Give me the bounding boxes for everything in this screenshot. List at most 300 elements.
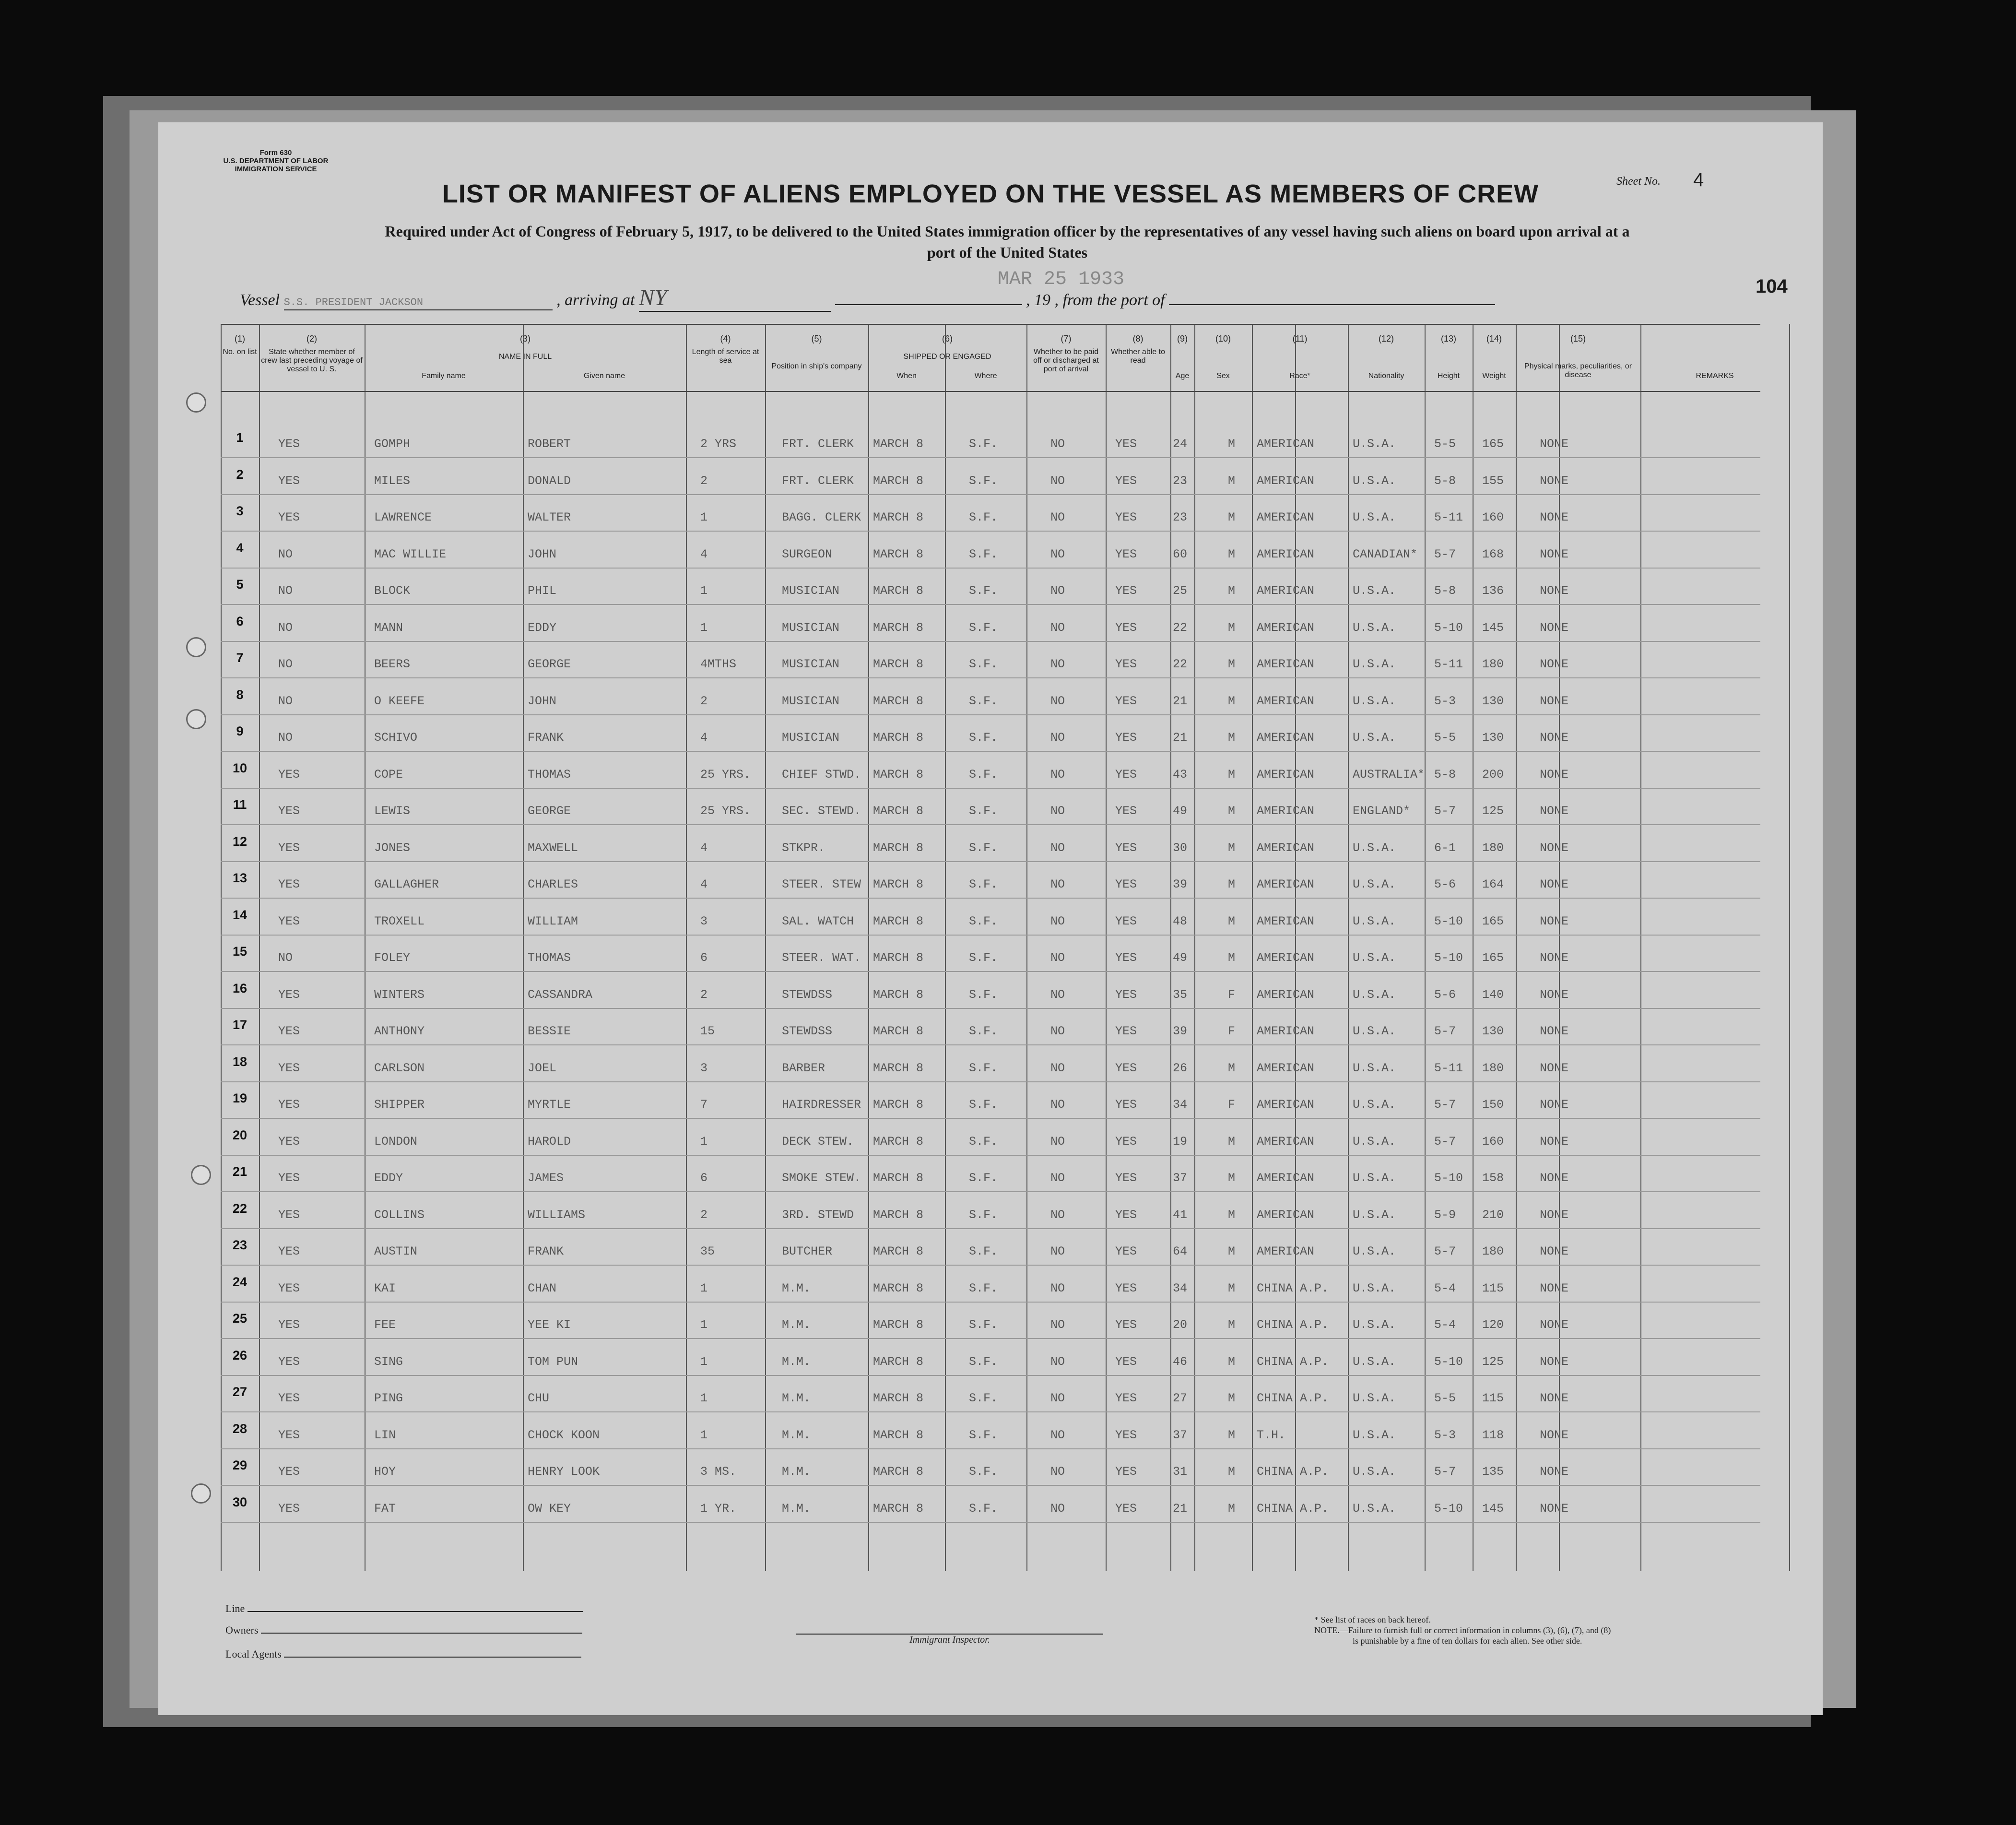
arriving-port: NY — [639, 285, 667, 310]
cell-where: S.F. — [969, 1244, 998, 1258]
cell-weight: 168 — [1482, 547, 1504, 561]
column-divider — [1252, 324, 1253, 1571]
cell-sex: M — [1228, 1061, 1236, 1075]
cell-position: SEC. STEWD. — [782, 804, 861, 818]
cell-service: 2 YRS — [700, 437, 737, 451]
cell-read: YES — [1115, 694, 1137, 708]
cell-given: FRANK — [528, 731, 564, 745]
cell-when: MARCH 8 — [873, 951, 924, 965]
cell-age: 26 — [1173, 1061, 1188, 1075]
cell-when: MARCH 8 — [873, 1098, 924, 1112]
cell-service: 4 — [700, 547, 708, 561]
cell-height: 5-3 — [1434, 1428, 1456, 1442]
cell-nat: U.S.A. — [1353, 620, 1396, 635]
cell-paid: NO — [1050, 1391, 1065, 1405]
cell-read: YES — [1115, 1281, 1137, 1295]
cell-age: 39 — [1173, 1024, 1188, 1038]
cell-prev: YES — [278, 1465, 300, 1479]
cell-weight: 165 — [1482, 914, 1504, 928]
cell-marks: NONE — [1540, 1098, 1569, 1112]
cell-sex: F — [1228, 987, 1236, 1002]
cell-when: MARCH 8 — [873, 1134, 924, 1149]
cell-service: 15 — [700, 1024, 715, 1038]
cell-service: 1 — [700, 1134, 708, 1149]
cell-service: 1 — [700, 584, 708, 598]
row-rule — [221, 971, 1760, 972]
cell-service: 3 MS. — [700, 1465, 737, 1479]
cell-given: HAROLD — [528, 1134, 571, 1149]
cell-where: S.F. — [969, 437, 998, 451]
cell-age: 30 — [1173, 841, 1188, 855]
cell-position: MUSICIAN — [782, 694, 840, 708]
row-number: 12 — [232, 834, 248, 849]
cell-given: GEORGE — [528, 657, 571, 671]
cell-read: YES — [1115, 1501, 1137, 1516]
cell-paid: NO — [1050, 804, 1065, 818]
column-header: State whether member of crew last preceding voyage of vessel to U. S. — [261, 348, 363, 373]
cell-sex: M — [1228, 951, 1236, 965]
cell-when: MARCH 8 — [873, 1281, 924, 1295]
cell-given: THOMAS — [528, 767, 571, 782]
cell-prev: YES — [278, 1391, 300, 1405]
cell-position: MUSICIAN — [782, 584, 840, 598]
cell-height: 5-6 — [1434, 877, 1456, 891]
cell-position: M.M. — [782, 1428, 811, 1442]
note-penalty-2: is punishable by a fine of ten dollars for each alien. See other side. — [1353, 1636, 1582, 1646]
cell-read: YES — [1115, 1098, 1137, 1112]
cell-marks: NONE — [1540, 1501, 1569, 1516]
cell-sex: M — [1228, 1134, 1236, 1149]
cell-position: STEER. STEW — [782, 877, 861, 891]
cell-race: CHINA A.P. — [1257, 1318, 1329, 1332]
cell-prev: YES — [278, 1354, 300, 1369]
cell-position: SURGEON — [782, 547, 833, 561]
cell-race: AMERICAN — [1257, 437, 1315, 451]
cell-paid: NO — [1050, 1501, 1065, 1516]
cell-family: COLLINS — [374, 1208, 425, 1222]
cell-where: S.F. — [969, 914, 998, 928]
cell-service: 3 — [700, 1061, 708, 1075]
cell-prev: YES — [278, 1501, 300, 1516]
cell-height: 5-8 — [1434, 584, 1456, 598]
cell-when: MARCH 8 — [873, 987, 924, 1002]
cell-service: 1 — [700, 1354, 708, 1369]
cell-read: YES — [1115, 437, 1137, 451]
cell-race: AMERICAN — [1257, 987, 1315, 1002]
cell-prev: YES — [278, 767, 300, 782]
cell-when: MARCH 8 — [873, 1428, 924, 1442]
row-rule — [221, 898, 1760, 899]
cell-family: COPE — [374, 767, 403, 782]
cell-age: 60 — [1173, 547, 1188, 561]
cell-when: MARCH 8 — [873, 767, 924, 782]
cell-height: 5-10 — [1434, 1171, 1463, 1185]
cell-position: BAGG. CLERK — [782, 510, 861, 524]
cell-family: GOMPH — [374, 437, 411, 451]
row-rule — [221, 457, 1760, 458]
cell-nat: U.S.A. — [1353, 657, 1396, 671]
cell-position: M.M. — [782, 1465, 811, 1479]
form-number: Form 630 — [259, 149, 292, 157]
row-rule — [221, 1081, 1760, 1082]
cell-service: 4 — [700, 731, 708, 745]
cell-read: YES — [1115, 804, 1137, 818]
row-rule — [221, 1228, 1760, 1229]
cell-weight: 158 — [1482, 1171, 1504, 1185]
column-number: (7) — [1061, 334, 1072, 344]
column-number: (15) — [1570, 334, 1586, 344]
cell-nat: U.S.A. — [1353, 1244, 1396, 1258]
cell-when: MARCH 8 — [873, 1465, 924, 1479]
cell-when: MARCH 8 — [873, 437, 924, 451]
cell-where: S.F. — [969, 1171, 998, 1185]
cell-prev: NO — [278, 584, 293, 598]
row-number: 8 — [236, 687, 244, 702]
cell-age: 21 — [1173, 1501, 1188, 1516]
column-number: (12) — [1378, 334, 1394, 344]
row-rule — [221, 824, 1760, 825]
cell-family: HOY — [374, 1465, 396, 1479]
cell-height: 5-5 — [1434, 1391, 1456, 1405]
cell-marks: NONE — [1540, 1281, 1569, 1295]
cell-height: 5-7 — [1434, 1244, 1456, 1258]
cell-where: S.F. — [969, 1098, 998, 1112]
cell-nat: U.S.A. — [1353, 474, 1396, 488]
cell-when: MARCH 8 — [873, 731, 924, 745]
column-divider — [1106, 324, 1107, 1571]
cell-where: S.F. — [969, 474, 998, 488]
cell-where: S.F. — [969, 584, 998, 598]
cell-where: S.F. — [969, 731, 998, 745]
owners-label-text: Owners — [225, 1624, 259, 1636]
cell-nat: U.S.A. — [1353, 1501, 1396, 1516]
cell-paid: NO — [1050, 547, 1065, 561]
cell-paid: NO — [1050, 877, 1065, 891]
cell-sex: M — [1228, 694, 1236, 708]
cell-position: BARBER — [782, 1061, 825, 1075]
cell-sex: M — [1228, 474, 1236, 488]
cell-marks: NONE — [1540, 1428, 1569, 1442]
folio-number: 104 — [1756, 276, 1788, 297]
vessel-name: S.S. PRESIDENT JACKSON — [283, 296, 424, 308]
footer-notes — [1314, 1614, 1611, 1646]
cell-when: MARCH 8 — [873, 1501, 924, 1516]
cell-height: 5-5 — [1434, 731, 1456, 745]
cell-height: 5-10 — [1434, 914, 1463, 928]
cell-where: S.F. — [969, 804, 998, 818]
cell-weight: 180 — [1482, 1061, 1504, 1075]
cell-given: ROBERT — [528, 437, 571, 451]
cell-given: PHIL — [528, 584, 557, 598]
cell-marks: NONE — [1540, 1061, 1569, 1075]
cell-where: S.F. — [969, 877, 998, 891]
column-divider — [765, 324, 766, 1571]
arriving-field — [639, 284, 831, 312]
cell-age: 43 — [1173, 767, 1188, 782]
cell-where: S.F. — [969, 1465, 998, 1479]
cell-family: MAC WILLIE — [374, 547, 447, 561]
cell-where: S.F. — [969, 1061, 998, 1075]
binder-hole — [186, 637, 206, 657]
cell-race: AMERICAN — [1257, 474, 1315, 488]
cell-given: CASSANDRA — [528, 987, 593, 1002]
row-rule — [221, 568, 1760, 569]
cell-nat: U.S.A. — [1353, 1354, 1396, 1369]
column-header: NAME IN FULL — [498, 353, 552, 361]
cell-when: MARCH 8 — [873, 914, 924, 928]
cell-marks: NONE — [1540, 437, 1569, 451]
cell-position: M.M. — [782, 1318, 811, 1332]
column-divider — [259, 324, 260, 1571]
cell-sex: M — [1228, 1428, 1236, 1442]
cell-marks: NONE — [1540, 1134, 1569, 1149]
vessel-line — [240, 284, 1495, 312]
cell-age: 48 — [1173, 914, 1188, 928]
cell-family: LAWRENCE — [374, 510, 432, 524]
year-label: , 19 — [1026, 291, 1050, 309]
cell-height: 5-9 — [1434, 1208, 1456, 1222]
cell-family: SHIPPER — [374, 1098, 425, 1112]
cell-nat: U.S.A. — [1353, 1061, 1396, 1075]
cell-position: STEWDSS — [782, 987, 833, 1002]
cell-read: YES — [1115, 841, 1137, 855]
cell-marks: NONE — [1540, 767, 1569, 782]
row-number: 11 — [233, 797, 247, 812]
cell-age: 20 — [1173, 1318, 1188, 1332]
cell-where: S.F. — [969, 1134, 998, 1149]
cell-paid: NO — [1050, 620, 1065, 635]
cell-age: 46 — [1173, 1354, 1188, 1369]
column-divider — [686, 324, 687, 1571]
cell-given: WILLIAM — [528, 914, 578, 928]
column-header: Whether to be paid off or discharged at port of arrival — [1033, 348, 1099, 373]
cell-nat: U.S.A. — [1353, 841, 1396, 855]
cell-nat: U.S.A. — [1353, 1024, 1396, 1038]
cell-position: BUTCHER — [782, 1244, 833, 1258]
cell-nat: U.S.A. — [1353, 914, 1396, 928]
cell-service: 2 — [700, 1208, 708, 1222]
cell-height: 5-11 — [1434, 657, 1463, 671]
cell-service: 1 — [700, 1428, 708, 1442]
cell-service: 25 YRS. — [700, 767, 751, 782]
cell-service: 2 — [700, 474, 708, 488]
header-rule — [221, 324, 1760, 325]
cell-given: DONALD — [528, 474, 571, 488]
cell-race: AMERICAN — [1257, 1208, 1315, 1222]
cell-nat: U.S.A. — [1353, 1318, 1396, 1332]
manifest-sheet — [158, 122, 1823, 1715]
cell-nat: U.S.A. — [1353, 1281, 1396, 1295]
cell-given: BESSIE — [528, 1024, 571, 1038]
cell-nat: U.S.A. — [1353, 1134, 1396, 1149]
cell-family: EDDY — [374, 1171, 403, 1185]
cell-position: STEWDSS — [782, 1024, 833, 1038]
cell-position: MUSICIAN — [782, 657, 840, 671]
cell-family: WINTERS — [374, 987, 425, 1002]
cell-given: GEORGE — [528, 804, 571, 818]
cell-marks: NONE — [1540, 1354, 1569, 1369]
cell-race: CHINA A.P. — [1257, 1501, 1329, 1516]
cell-paid: NO — [1050, 1428, 1065, 1442]
cell-weight: 120 — [1482, 1318, 1504, 1332]
page-subtitle — [221, 221, 1794, 263]
cell-position: M.M. — [782, 1354, 811, 1369]
cell-position: MUSICIAN — [782, 731, 840, 745]
cell-when: MARCH 8 — [873, 1244, 924, 1258]
cell-paid: NO — [1050, 1208, 1065, 1222]
row-number: 7 — [236, 651, 244, 665]
row-number: 21 — [232, 1164, 248, 1179]
cell-when: MARCH 8 — [873, 474, 924, 488]
cell-when: MARCH 8 — [873, 804, 924, 818]
cell-family: BLOCK — [374, 584, 411, 598]
row-rule — [221, 1265, 1760, 1266]
row-number: 24 — [232, 1274, 248, 1289]
cell-height: 5-8 — [1434, 474, 1456, 488]
cell-sex: M — [1228, 1208, 1236, 1222]
cell-paid: NO — [1050, 1465, 1065, 1479]
cell-given: OW KEY — [528, 1501, 571, 1516]
column-divider — [1194, 324, 1195, 1571]
cell-marks: NONE — [1540, 731, 1569, 745]
cell-height: 5-6 — [1434, 987, 1456, 1002]
row-rule — [221, 861, 1760, 862]
cell-read: YES — [1115, 474, 1137, 488]
column-divider — [523, 324, 524, 1571]
row-rule — [221, 1191, 1760, 1192]
cell-race: AMERICAN — [1257, 951, 1315, 965]
cell-weight: 155 — [1482, 474, 1504, 488]
cell-read: YES — [1115, 1244, 1137, 1258]
cell-where: S.F. — [969, 987, 998, 1002]
cell-weight: 165 — [1482, 951, 1504, 965]
cell-marks: NONE — [1540, 804, 1569, 818]
cell-age: 49 — [1173, 804, 1188, 818]
cell-nat: CANADIAN* — [1353, 547, 1418, 561]
cell-family: FAT — [374, 1501, 396, 1516]
cell-read: YES — [1115, 547, 1137, 561]
column-number: (2) — [307, 334, 317, 344]
date-stamp: MAR 25 1933 — [998, 269, 1125, 290]
cell-weight: 115 — [1482, 1391, 1504, 1405]
column-number: (13) — [1440, 334, 1456, 344]
cell-marks: NONE — [1540, 841, 1569, 855]
cell-age: 34 — [1173, 1281, 1188, 1295]
subtitle-line-1: Required under Act of Congress of February 5, 1917, to be delivered to the United States immigration officer by the representatives of any vessel having such aliens on board upon arrival at a — [385, 223, 1630, 240]
cell-service: 3 — [700, 914, 708, 928]
cell-prev: YES — [278, 1318, 300, 1332]
cell-prev: NO — [278, 731, 293, 745]
cell-prev: YES — [278, 1134, 300, 1149]
cell-where: S.F. — [969, 1354, 998, 1369]
cell-age: 23 — [1173, 510, 1188, 524]
row-number: 23 — [232, 1238, 248, 1252]
column-header: Family name — [422, 372, 466, 380]
cell-given: CHU — [528, 1391, 550, 1405]
cell-race: CHINA A.P. — [1257, 1281, 1329, 1295]
cell-height: 5-7 — [1434, 1024, 1456, 1038]
cell-when: MARCH 8 — [873, 694, 924, 708]
row-number: 14 — [232, 907, 248, 922]
cell-when: MARCH 8 — [873, 620, 924, 635]
cell-given: WALTER — [528, 510, 571, 524]
cell-prev: YES — [278, 1024, 300, 1038]
cell-given: MYRTLE — [528, 1098, 571, 1112]
cell-marks: NONE — [1540, 1391, 1569, 1405]
cell-marks: NONE — [1540, 1208, 1569, 1222]
cell-age: 27 — [1173, 1391, 1188, 1405]
cell-read: YES — [1115, 657, 1137, 671]
cell-age: 21 — [1173, 694, 1188, 708]
cell-where: S.F. — [969, 547, 998, 561]
cell-read: YES — [1115, 987, 1137, 1002]
cell-sex: M — [1228, 841, 1236, 855]
cell-height: 5-11 — [1434, 510, 1463, 524]
cell-sex: M — [1228, 1391, 1236, 1405]
cell-position: M.M. — [782, 1501, 811, 1516]
cell-where: S.F. — [969, 1281, 998, 1295]
row-number: 25 — [232, 1311, 248, 1326]
row-rule — [221, 677, 1760, 678]
row-rule — [221, 1155, 1760, 1156]
cell-race: AMERICAN — [1257, 584, 1315, 598]
cell-given: JOHN — [528, 547, 557, 561]
cell-service: 6 — [700, 951, 708, 965]
from-port-field — [1169, 304, 1495, 305]
cell-where: S.F. — [969, 657, 998, 671]
cell-service: 6 — [700, 1171, 708, 1185]
cell-given: WILLIAMS — [528, 1208, 586, 1222]
cell-marks: NONE — [1540, 620, 1569, 635]
cell-age: 22 — [1173, 620, 1188, 635]
cell-weight: 164 — [1482, 877, 1504, 891]
cell-race: AMERICAN — [1257, 767, 1315, 782]
department-name: U.S. DEPARTMENT OF LABOR — [223, 157, 329, 165]
column-header: Where — [974, 372, 997, 380]
cell-paid: NO — [1050, 914, 1065, 928]
cell-marks: NONE — [1540, 694, 1569, 708]
cell-weight: 115 — [1482, 1281, 1504, 1295]
cell-sex: M — [1228, 437, 1236, 451]
column-divider — [868, 324, 869, 1571]
cell-sex: M — [1228, 731, 1236, 745]
cell-read: YES — [1115, 584, 1137, 598]
cell-prev: NO — [278, 620, 293, 635]
row-rule — [221, 494, 1760, 495]
cell-age: 22 — [1173, 657, 1188, 671]
cell-read: YES — [1115, 1024, 1137, 1038]
row-number: 2 — [236, 467, 244, 482]
date-field — [835, 304, 1022, 305]
cell-weight: 145 — [1482, 1501, 1504, 1516]
note-penalty-1: NOTE.—Failure to furnish full or correct information in columns (3), (6), (7), and (8) — [1314, 1625, 1611, 1635]
column-divider — [1789, 324, 1790, 1571]
column-header: SHIPPED OR ENGAGED — [903, 353, 991, 361]
cell-weight: 125 — [1482, 1354, 1504, 1369]
cell-service: 1 — [700, 1318, 708, 1332]
cell-position: HAIRDRESSER — [782, 1098, 861, 1112]
cell-service: 1 — [700, 1281, 708, 1295]
column-number: (14) — [1486, 334, 1502, 344]
cell-race: CHINA A.P. — [1257, 1354, 1329, 1369]
cell-service: 35 — [700, 1244, 715, 1258]
cell-weight: 130 — [1482, 694, 1504, 708]
cell-given: JOEL — [528, 1061, 557, 1075]
cell-sex: M — [1228, 877, 1236, 891]
vessel-label: Vessel — [240, 291, 280, 309]
cell-race: CHINA A.P. — [1257, 1465, 1329, 1479]
cell-nat: AUSTRALIA* — [1353, 767, 1425, 782]
